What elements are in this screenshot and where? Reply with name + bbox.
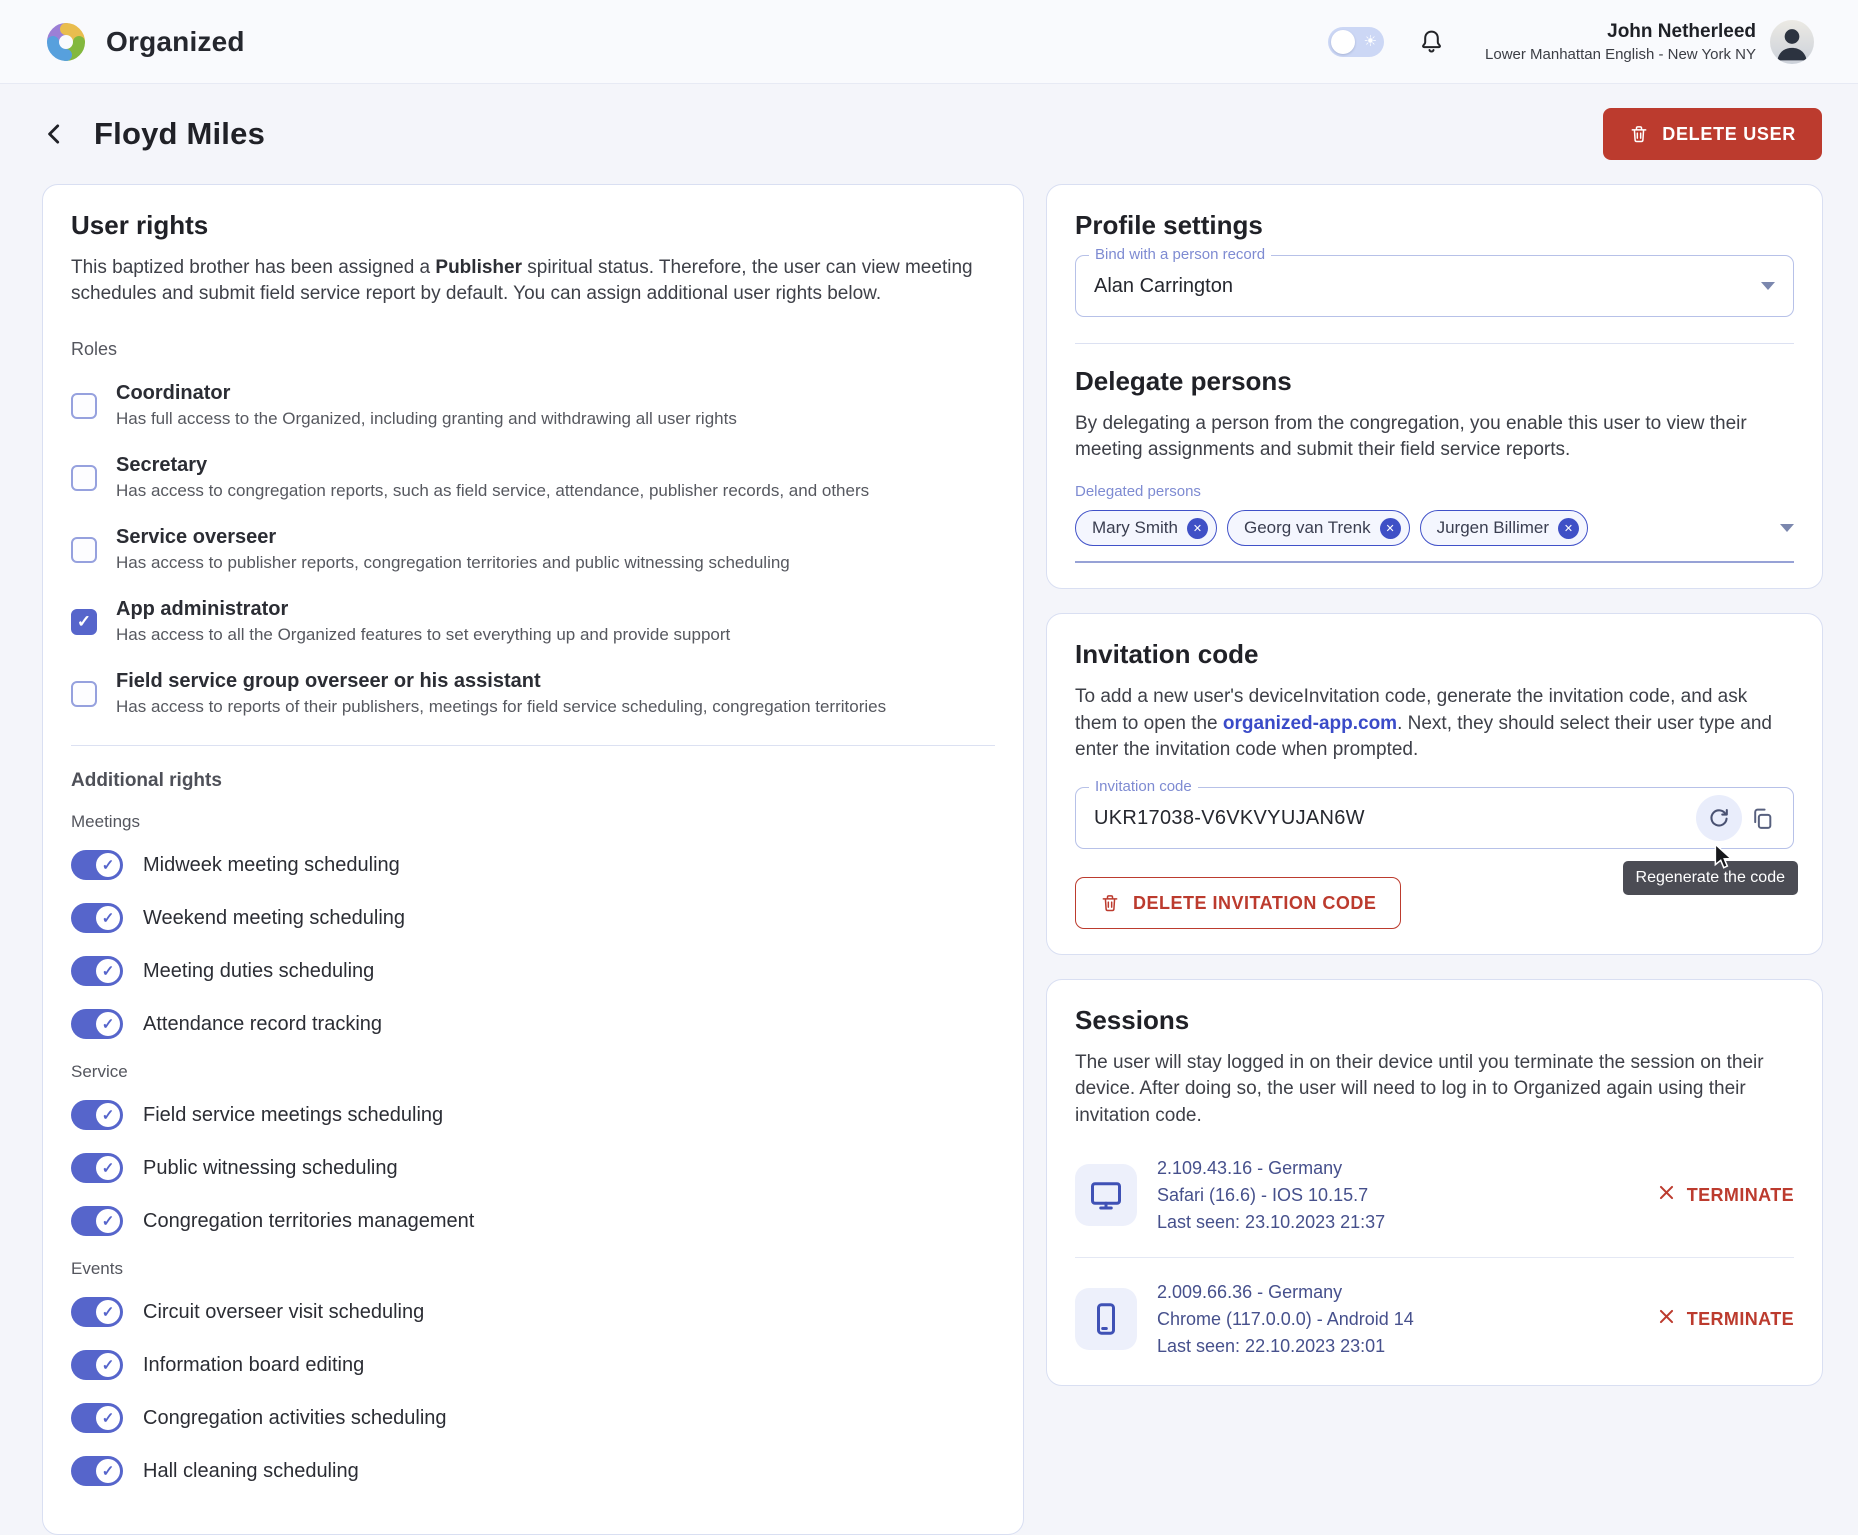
trash-icon — [1629, 123, 1649, 145]
role-checkbox[interactable] — [71, 465, 97, 491]
toggle-switch[interactable] — [71, 1350, 123, 1380]
toggle-knob: ✓ — [96, 1209, 120, 1233]
bind-person-value: Alan Carrington — [1094, 274, 1233, 297]
invitation-code-field-label: Invitation code — [1089, 778, 1198, 795]
role-description: Has access to reports of their publishers, meetings for field service scheduling, congregation territories — [116, 697, 887, 717]
session-details — [1157, 1155, 1637, 1236]
session-details — [1157, 1279, 1637, 1360]
toggle-switch[interactable] — [71, 1100, 123, 1130]
toggle-label: Weekend meeting scheduling — [143, 906, 406, 929]
toggle-switch[interactable] — [71, 1009, 123, 1039]
user-rights-intro — [71, 255, 995, 307]
roles-divider — [71, 745, 995, 746]
session-ip-location: 2.109.43.16 - Germany — [1157, 1157, 1343, 1178]
refresh-icon — [1706, 805, 1732, 831]
delete-invitation-code-button[interactable] — [1075, 877, 1401, 929]
toggle-knob: ✓ — [96, 1300, 120, 1324]
delegate-persons-title: Delegate persons — [1075, 366, 1292, 396]
bind-person-label: Bind with a person record — [1089, 246, 1271, 263]
toggle-label: Meeting duties scheduling — [143, 959, 375, 982]
toggle-row — [71, 1153, 995, 1183]
page-title: Floyd Miles — [94, 116, 266, 151]
chevron-down-icon — [1780, 524, 1794, 532]
content-columns — [0, 160, 1858, 1535]
toggle-knob: ✓ — [96, 1156, 120, 1180]
toggle-switch[interactable] — [71, 1153, 123, 1183]
chip-label: Georg van Trenk — [1243, 518, 1371, 538]
terminate-session-button[interactable] — [1657, 1183, 1794, 1207]
role-checkbox[interactable] — [71, 393, 97, 419]
chip-remove-icon[interactable]: ✕ — [1187, 518, 1208, 539]
role-row — [71, 526, 995, 573]
session-row — [1075, 1279, 1794, 1360]
role-description: Has full access to the Organized, including granting and withdrawing all user rights — [116, 409, 737, 429]
sun-icon: ☀ — [1363, 32, 1378, 50]
toggle-row — [71, 1350, 995, 1380]
session-browser-os: Safari (16.6) - IOS 10.15.7 — [1157, 1184, 1369, 1205]
copy-icon — [1750, 806, 1775, 831]
toggle-switch[interactable] — [71, 1206, 123, 1236]
delete-user-label: DELETE USER — [1662, 123, 1796, 144]
delegated-persons-chips — [1075, 510, 1588, 546]
toggle-label: Public witnessing scheduling — [143, 1156, 398, 1179]
intro-suffix: spiritual status. Therefore, the user can view meeting schedules and submit field service report by default. You can assign additional user rights below. — [71, 257, 973, 305]
terminate-session-button[interactable] — [1657, 1307, 1794, 1331]
rights-group-label: Service — [71, 1062, 128, 1082]
toggle-knob: ✓ — [96, 1012, 120, 1036]
toggle-label: Congregation activities scheduling — [143, 1406, 447, 1429]
delegated-person-chip[interactable] — [1420, 510, 1588, 546]
sessions-list — [1075, 1155, 1794, 1360]
role-checkbox[interactable] — [71, 537, 97, 563]
user-avatar[interactable] — [1770, 20, 1814, 64]
role-description: Has access to publisher reports, congregation territories and public witnessing scheduling — [116, 553, 790, 573]
toggle-row — [71, 850, 995, 880]
regenerate-tooltip: Regenerate the code — [1623, 861, 1798, 895]
back-button[interactable] — [42, 119, 68, 149]
desktop-icon — [1075, 1164, 1137, 1226]
toggle-switch[interactable] — [71, 903, 123, 933]
toggle-switch[interactable] — [71, 1456, 123, 1486]
roles-list — [71, 382, 995, 717]
toggle-knob: ✓ — [96, 906, 120, 930]
role-text — [116, 670, 886, 717]
profile-divider — [1075, 343, 1794, 344]
terminate-label: TERMINATE — [1686, 1184, 1794, 1205]
toggle-row — [71, 1456, 995, 1486]
role-checkbox[interactable] — [71, 681, 97, 707]
role-text — [116, 382, 737, 429]
session-last-seen: Last seen: 23.10.2023 21:37 — [1157, 1211, 1386, 1232]
delegated-person-chip[interactable] — [1075, 510, 1217, 546]
x-icon — [1657, 1183, 1676, 1207]
profile-settings-title: Profile settings — [1075, 210, 1263, 240]
session-row — [1075, 1155, 1794, 1236]
role-row — [71, 382, 995, 429]
toggle-switch[interactable] — [71, 1297, 123, 1327]
role-name: App administrator — [116, 598, 289, 621]
session-browser-os: Chrome (117.0.0.0) - Android 14 — [1157, 1308, 1414, 1329]
delegate-persons-description: By delegating a person from the congregation, you enable this user to view their meeting assignments and submit their field service reports. — [1075, 413, 1747, 461]
role-name: Field service group overseer or his assistant — [116, 670, 541, 693]
session-ip-location: 2.009.66.36 - Germany — [1157, 1281, 1343, 1302]
toggle-label: Midweek meeting scheduling — [143, 853, 400, 876]
sessions-title: Sessions — [1075, 1005, 1190, 1036]
delegated-persons-input[interactable] — [1075, 510, 1794, 563]
intro-status: Publisher — [435, 257, 522, 278]
sessions-description: The user will stay logged in on their device until you terminate the session on their device. After doing so, the user will need to log in to Organized again using their invitation code. — [1075, 1052, 1764, 1126]
rights-group-label: Meetings — [71, 812, 140, 832]
user-congregation: Lower Manhattan English - New York NY — [1485, 45, 1756, 63]
roles-label: Roles — [71, 339, 118, 360]
chip-remove-icon[interactable]: ✕ — [1558, 518, 1579, 539]
role-name: Service overseer — [116, 526, 277, 549]
user-block — [1485, 21, 1756, 63]
regenerate-code-button[interactable] — [1696, 795, 1742, 841]
toggle-label: Congregation territories management — [143, 1209, 475, 1232]
terminate-label: TERMINATE — [1686, 1308, 1794, 1329]
toggle-row — [71, 903, 995, 933]
bind-person-select[interactable] — [1075, 246, 1794, 317]
toggle-row — [71, 956, 995, 986]
invitation-code-value: UKR17038-V6VKVYUJAN6W — [1094, 806, 1365, 829]
toggle-label: Field service meetings scheduling — [143, 1103, 444, 1126]
toggle-knob: ✓ — [96, 853, 120, 877]
toggle-knob: ✓ — [96, 959, 120, 983]
role-name: Coordinator — [116, 382, 231, 405]
user-name: John Netherleed — [1607, 20, 1756, 42]
toggle-label: Circuit overseer visit scheduling — [143, 1300, 425, 1323]
role-row — [71, 598, 995, 645]
chip-label: Jurgen Billimer — [1436, 518, 1550, 538]
organized-app-link[interactable]: organized-app.com — [1222, 712, 1398, 734]
toggle-label: Hall cleaning scheduling — [143, 1459, 359, 1482]
invitation-code-description — [1075, 684, 1794, 763]
invitation-intro-suffix: . Next, they should select their user type and enter the invitation code when prompted. — [1075, 712, 1773, 760]
user-rights-card — [42, 184, 1024, 1535]
invitation-intro-prefix: To add a new user's deviceInvitation code, generate the invitation code, and ask them to open the — [1075, 686, 1748, 734]
toggle-row — [71, 1403, 995, 1433]
toggle-row — [71, 1009, 995, 1039]
toggle-label: Attendance record tracking — [143, 1012, 383, 1035]
session-divider — [1075, 1257, 1794, 1258]
toggle-row — [71, 1206, 995, 1236]
x-icon — [1657, 1307, 1676, 1331]
role-description: Has access to congregation reports, such as field service, attendance, publisher records, and others — [116, 481, 870, 501]
app-header — [0, 0, 1858, 84]
role-row — [71, 454, 995, 501]
session-last-seen: Last seen: 22.10.2023 23:01 — [1157, 1335, 1386, 1356]
rights-group-label: Events — [71, 1259, 123, 1279]
theme-toggle[interactable] — [1328, 27, 1384, 57]
additional-rights-groups — [71, 812, 995, 1486]
app-name: Organized — [106, 25, 245, 57]
invitation-code-field-wrap — [1075, 778, 1794, 887]
chevron-down-icon — [1761, 282, 1775, 290]
chip-remove-icon[interactable]: ✕ — [1380, 518, 1401, 539]
role-name: Secretary — [116, 454, 208, 477]
notifications-bell-icon[interactable] — [1418, 28, 1445, 55]
additional-rights-label: Additional rights — [71, 770, 222, 792]
toggle-row — [71, 1297, 995, 1327]
mobile-icon — [1075, 1288, 1137, 1350]
theme-toggle-knob — [1331, 30, 1355, 54]
toggle-knob: ✓ — [96, 1459, 120, 1483]
toggle-label: Information board editing — [143, 1353, 365, 1376]
delegated-persons-label: Delegated persons — [1075, 483, 1201, 501]
right-column — [1046, 184, 1823, 1386]
toggle-knob: ✓ — [96, 1353, 120, 1377]
role-text — [116, 454, 869, 501]
role-text — [116, 526, 790, 573]
copy-code-button[interactable] — [1750, 806, 1775, 831]
trash-icon — [1100, 892, 1120, 914]
delete-invitation-code-label: DELETE INVITATION CODE — [1133, 892, 1377, 913]
invitation-code-title: Invitation code — [1075, 639, 1259, 670]
app-logo-icon — [42, 18, 90, 66]
invitation-code-field[interactable] — [1075, 778, 1794, 849]
toggle-row — [71, 1100, 995, 1130]
delegated-person-chip[interactable] — [1227, 510, 1410, 546]
sessions-card — [1046, 979, 1823, 1386]
chip-label: Mary Smith — [1092, 518, 1178, 538]
role-row — [71, 670, 995, 717]
intro-prefix: This baptized brother has been assigned a — [71, 257, 436, 278]
user-rights-title: User rights — [71, 210, 209, 240]
profile-settings-card — [1046, 184, 1823, 589]
toggle-switch[interactable] — [71, 956, 123, 986]
toggle-switch[interactable] — [71, 850, 123, 880]
mouse-cursor-icon — [1710, 843, 1736, 876]
page-title-row — [0, 84, 1858, 160]
role-text — [116, 598, 730, 645]
toggle-knob: ✓ — [96, 1406, 120, 1430]
role-description: Has access to all the Organized features to set everything up and provide support — [116, 625, 731, 645]
invitation-code-card — [1046, 613, 1823, 955]
role-checkbox[interactable]: ✓ — [71, 609, 97, 635]
delete-user-button[interactable] — [1603, 108, 1822, 160]
toggle-switch[interactable] — [71, 1403, 123, 1433]
toggle-knob: ✓ — [96, 1103, 120, 1127]
